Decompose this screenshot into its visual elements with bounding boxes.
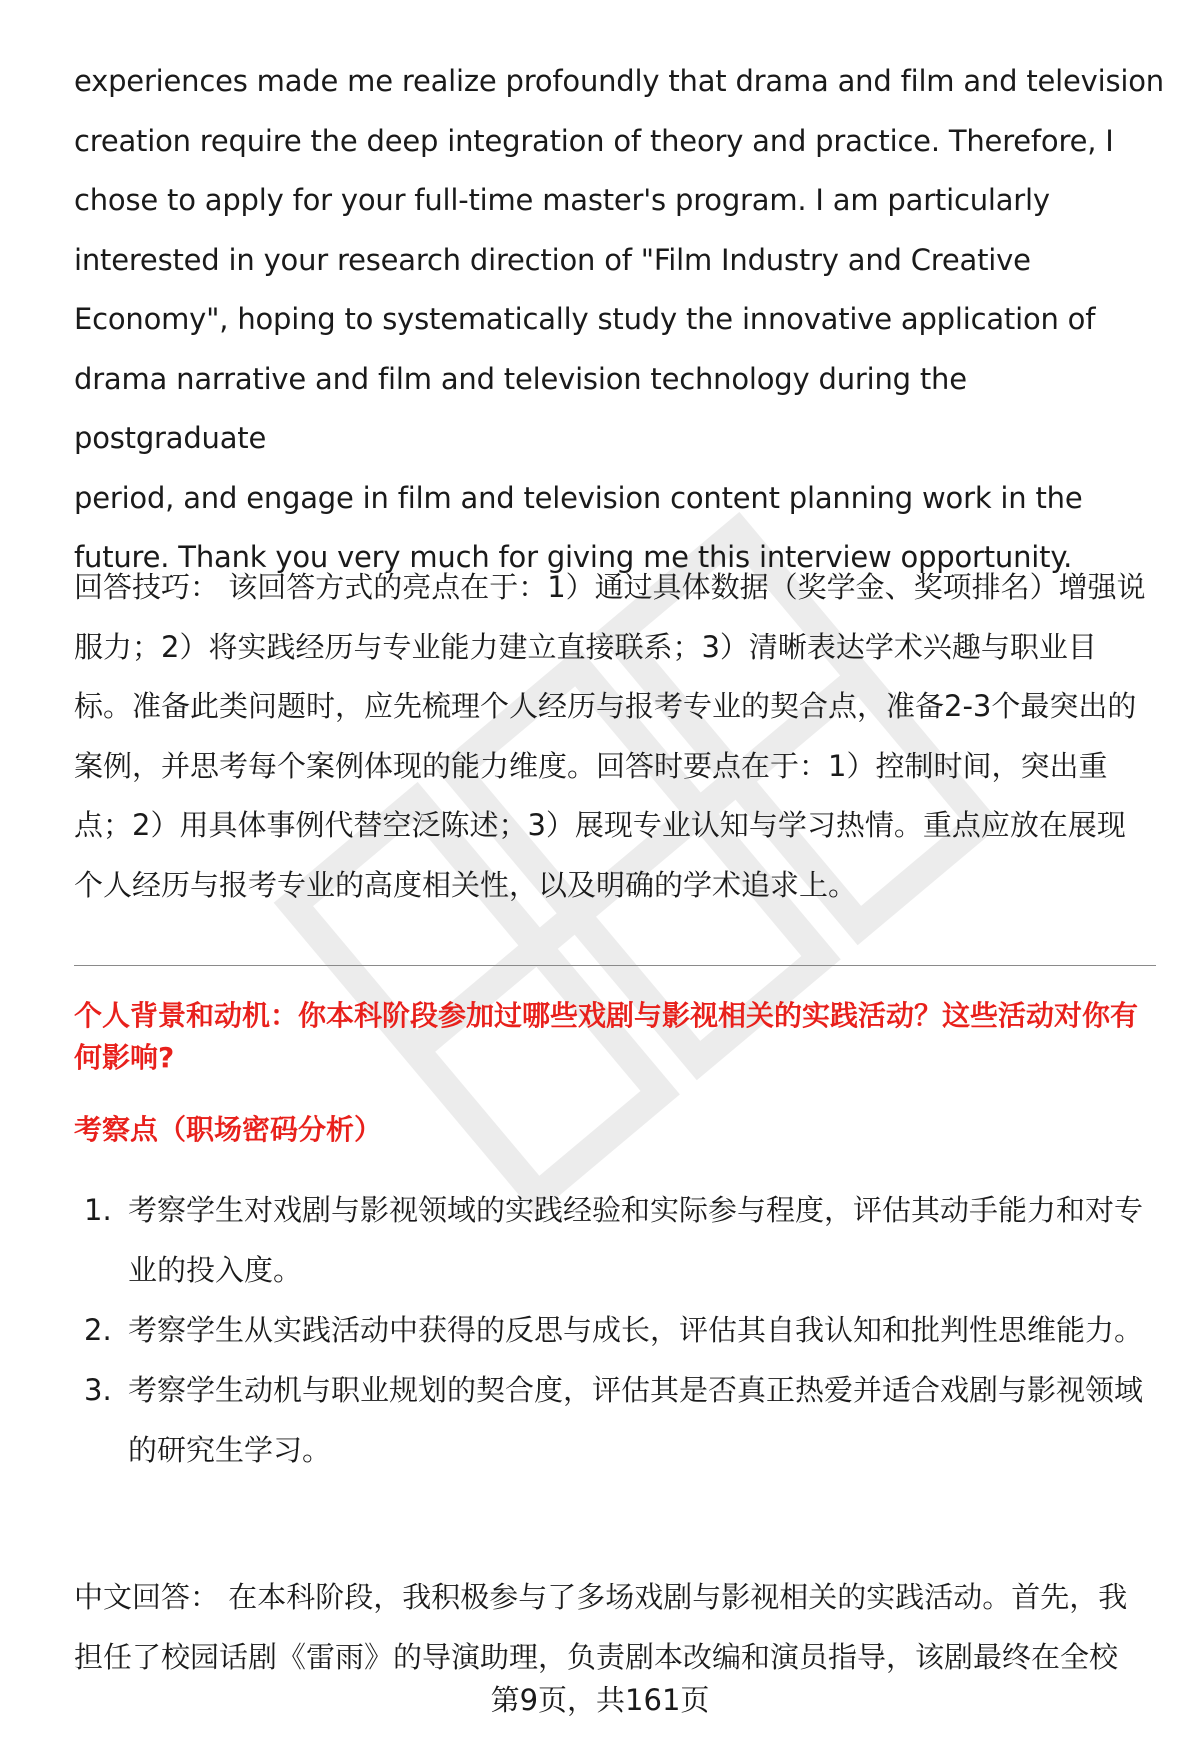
english-answer-line: chose to apply for your full-time master's program. I am particularly [74,183,1050,217]
page-number-footer: 第9页，共161页 [490,1683,710,1717]
list-item-text: 考察学生动机与职业规划的契合度，评估其是否真正热爱并适合戏剧与影视领域的研究生学习。 [128,1373,1144,1467]
list-item [74,1360,1154,1480]
english-answer-paragraph [74,52,1164,588]
english-answer-line: Economy", hoping to systematically study the innovative application of [74,302,1096,336]
english-answer-line: drama narrative and film and television technology during the postgraduate [74,361,967,455]
assessment-heading: 考察点（职场密码分析） [74,1113,383,1146]
english-answer-line: future. Thank you very much for giving me this interview opportunity. [74,540,1073,574]
list-item-text: 考察学生从实践活动中获得的反思与成长，评估其自我认知和批判性思维能力。 [128,1313,1144,1347]
assessment-list [74,1180,1154,1480]
answer-tips-label: 回答技巧： [74,570,220,604]
question-heading: 个人背景和动机：你本科阶段参加过哪些戏剧与影视相关的实践活动？这些活动对你有何影响? [74,999,1139,1074]
answer-tips-text: 该回答方式的亮点在于：1）通过具体数据（奖学金、奖项排名）增强说服力；2）将实践经历与专业能力建立直接联系；3）清晰表达学术兴趣与职业目标。准备此类问题时，应先梳理个人经历与报考专业的契合点，准备2-3个最突出的案例，并思考每个案例体现的能力维度。回答时要点在于：1）控制时间，突出重点；2）用具体事例代替空泛陈述；3）展现专业认知与学习热情。重点应放在展现个人经历与报考专业的高度相关性，以及明确的学术追求上。 [74,570,1146,902]
list-item-text: 考察学生对戏剧与影视领域的实践经验和实际参与程度，评估其动手能力和对专业的投入度。 [128,1193,1144,1287]
chinese-answer-label: 中文回答： [74,1580,220,1614]
list-item-number: 1. [84,1193,112,1227]
section-divider [74,965,1156,966]
list-item [74,1180,1154,1300]
list-item [74,1300,1154,1360]
english-answer-line: interested in your research direction of "Film Industry and Creative [74,242,1031,277]
list-item-number: 2. [84,1313,112,1347]
list-item-number: 3. [84,1373,112,1407]
english-answer-line: creation require the deep integration of theory and practice. Therefore, I [74,123,1114,158]
chinese-answer-text: 在本科阶段，我积极参与了多场戏剧与影视相关的实践活动。首先，我担任了校园话剧《雷雨》的导演助理，负责剧本改编和演员指导，该剧最终在全校 [74,1580,1128,1674]
chinese-answer-paragraph [74,1568,1154,1687]
answer-tips-paragraph [74,558,1154,915]
english-answer-line: period, and engage in film and television content planning work in the [74,480,1083,515]
english-answer-line: experiences made me realize profoundly that drama and film and television [74,64,1164,98]
